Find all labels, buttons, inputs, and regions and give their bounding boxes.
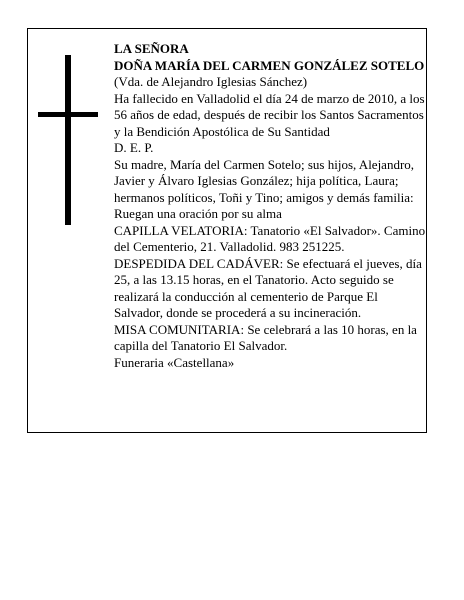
mass-text: Se celebrará a las 10 horas, en la capilla del Tanatorio El Salvador. bbox=[114, 321, 417, 353]
cross-horizontal-bar bbox=[38, 112, 98, 117]
cross-vertical-bar bbox=[65, 55, 71, 225]
notice-heading: LA SEÑORA bbox=[114, 41, 189, 56]
widow-of: (Vda. de Alejandro Iglesias Sánchez) bbox=[114, 74, 308, 89]
farewell-text: Se efectuará el jueves, día 25, a las 13.15 horas, en el Tanatorio. Acto seguido se realizará la conducción al cementerio de Parque El Salvador, donde se procederá a su incineración. bbox=[114, 255, 422, 320]
mass-info bbox=[114, 322, 426, 355]
family-list: Su madre, María del Carmen Sotelo; sus hijos, Alejandro, Javier y Álvaro Iglesias González; hija política, Laura; hermanos políticos, Toñi y Tino; amigos y demás familia: bbox=[114, 156, 415, 205]
mass-label: MISA COMUNITARIA: bbox=[114, 321, 245, 337]
death-statement: Ha fallecido en Valladolid el día 24 de marzo de 2010, a los 56 años de edad, después de recibir los Santos Sacramentos y la Bendición Apostólica de Su Santidad bbox=[114, 90, 425, 139]
funeral-home: Funeraria «Castellana» bbox=[114, 354, 235, 370]
deceased-name: DOÑA MARÍA DEL CARMEN GONZÁLEZ SOTELO bbox=[114, 57, 425, 73]
cross-icon bbox=[38, 55, 98, 225]
chapel-info bbox=[114, 223, 426, 256]
chapel-text: Tanatorio «El Salvador». Camino del Cementerio, 21. Valladolid. 983 251225. bbox=[114, 222, 426, 254]
farewell-label: DESPEDIDA DEL CADÁVER: bbox=[114, 255, 284, 271]
farewell-info bbox=[114, 256, 426, 322]
obituary-notice bbox=[27, 28, 427, 433]
notice-text bbox=[114, 41, 426, 371]
chapel-label: CAPILLA VELATORIA: bbox=[114, 222, 248, 238]
rip: D. E. P. bbox=[114, 140, 154, 155]
prayer-request: Ruegan una oración por su alma bbox=[114, 206, 282, 221]
